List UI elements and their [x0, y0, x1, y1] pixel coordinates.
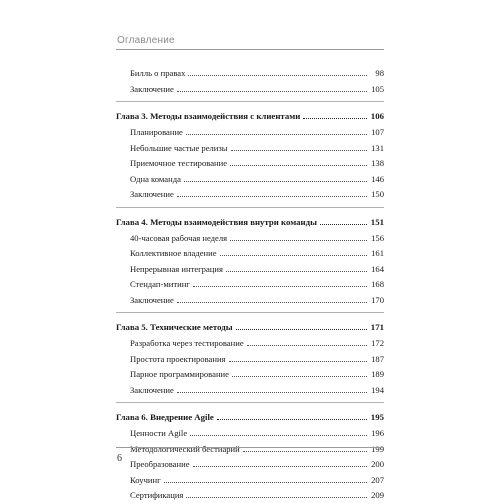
- toc-entry-page: 200: [371, 459, 384, 469]
- dot-leader: [177, 302, 367, 303]
- toc-entry: [116, 82, 384, 98]
- toc-entry-title: Планирование: [130, 127, 183, 137]
- dot-leader: [193, 466, 367, 467]
- toc-chapter-3: [116, 107, 384, 125]
- dot-leader: [177, 196, 367, 197]
- dot-leader: [184, 181, 367, 182]
- toc-entry-title: Преобразование: [130, 459, 190, 469]
- dot-leader: [220, 255, 367, 256]
- toc-entry: [116, 172, 384, 188]
- toc-entry-title: Одна команда: [130, 173, 181, 184]
- toc-entry-title: Заключение: [130, 189, 174, 199]
- toc-entry: [116, 336, 384, 352]
- separator-rule: [116, 101, 384, 102]
- toc-entry: [116, 473, 384, 489]
- toc-entry-title: Небольшие частые релизы: [130, 142, 228, 153]
- toc-entry-page: 172: [371, 338, 384, 348]
- toc-entry-title: Коллективное владение: [130, 248, 217, 258]
- toc-entry-title: Простота проектирования: [130, 353, 226, 364]
- toc-entry-title: Заключение: [130, 83, 174, 94]
- dot-leader: [230, 240, 367, 241]
- toc-entry-page: 164: [371, 263, 384, 274]
- toc-chapter-4: [116, 213, 384, 231]
- dot-leader: [303, 118, 367, 119]
- toc-entry: [116, 231, 384, 247]
- toc-entry-page: 170: [371, 294, 384, 305]
- toc-entry-title: Приемочное тестирование: [130, 158, 228, 168]
- chapter-title: Глава 5. Технические методы: [116, 322, 233, 332]
- separator-rule: [116, 402, 384, 403]
- toc-entry-title: Заключение: [130, 384, 174, 395]
- dot-leader: [177, 392, 367, 393]
- chapter-title: Глава 6. Внедрение Agile: [116, 412, 214, 422]
- toc-entry: [116, 383, 384, 399]
- toc-entry-page: 196: [371, 428, 384, 438]
- toc-entry-title: Заключение: [130, 294, 174, 305]
- toc-entry: [116, 277, 384, 293]
- toc-entry-page: 189: [371, 369, 384, 379]
- dot-leader: [232, 376, 367, 377]
- chapter-page: 106: [370, 111, 384, 121]
- dot-leader: [193, 286, 367, 287]
- toc-entry: [116, 442, 384, 458]
- toc-entry: [116, 352, 384, 368]
- chapter-page: 195: [370, 412, 384, 422]
- toc-entry-title: Билль о правах: [130, 68, 186, 78]
- dot-leader: [226, 271, 367, 272]
- dot-leader: [217, 419, 367, 420]
- dot-leader: [186, 497, 367, 498]
- running-head: Оглавление: [117, 35, 175, 46]
- toc-chapter-6: [116, 408, 384, 426]
- toc-entry-title: Разработка через тестирование: [130, 338, 244, 348]
- dot-leader: [320, 224, 367, 225]
- separator-rule: [116, 207, 384, 208]
- toc-entry-page: 156: [371, 232, 384, 243]
- chapter-title: Глава 4. Методы взаимодействия внутри команды: [116, 216, 317, 227]
- toc-entry-page: 207: [371, 474, 384, 485]
- toc-entry: [116, 156, 384, 172]
- dot-leader: [229, 361, 367, 362]
- toc-entry-title: Ценности Agile: [130, 428, 188, 438]
- dot-leader: [247, 345, 367, 346]
- dot-leader: [164, 482, 367, 483]
- toc-entry: [116, 246, 384, 262]
- toc-entry-title: Непрерывная интеграция: [130, 263, 223, 274]
- footer-rule: [116, 447, 384, 448]
- toc-entry-page: 98: [375, 68, 384, 78]
- toc-entry-page: 168: [371, 279, 384, 289]
- toc-entry: [116, 293, 384, 309]
- toc-entry: [116, 426, 384, 442]
- toc-entry-page: 138: [371, 158, 384, 168]
- toc-entry-page: 187: [371, 353, 384, 364]
- toc-entry: [116, 125, 384, 141]
- dot-leader: [236, 329, 367, 330]
- toc-entry: [116, 187, 384, 203]
- toc-entry-page: 161: [371, 248, 384, 258]
- toc-entry-page: 199: [371, 443, 384, 454]
- toc-chapter-5: [116, 318, 384, 336]
- toc-entry-title: Сертификация: [130, 490, 184, 500]
- table-of-contents: [116, 66, 384, 504]
- dot-leader: [190, 435, 367, 436]
- dot-leader: [188, 75, 367, 76]
- toc-entry: [116, 141, 384, 157]
- toc-entry-title: Парное программирование: [130, 369, 229, 379]
- toc-entry-page: 150: [371, 189, 384, 199]
- chapter-page: 151: [370, 216, 384, 227]
- toc-entry-page: 105: [371, 83, 384, 94]
- dot-leader: [177, 91, 367, 92]
- toc-entry: [116, 457, 384, 473]
- separator-rule: [116, 312, 384, 313]
- toc-entry-page: 209: [371, 490, 384, 500]
- header-rule: [116, 49, 384, 50]
- toc-entry: [116, 262, 384, 278]
- dot-leader: [231, 150, 367, 151]
- dot-leader: [230, 165, 367, 166]
- toc-entry-page: 131: [371, 142, 384, 153]
- toc-entry-title: Методологический бестиарий: [130, 443, 240, 454]
- toc-entry-title: 40-часовая рабочая неделя: [130, 232, 228, 243]
- dot-leader: [186, 134, 367, 135]
- dot-leader: [243, 451, 367, 452]
- toc-entry: [116, 367, 384, 383]
- toc-entry-page: 146: [371, 173, 384, 184]
- page-number: 6: [117, 453, 122, 464]
- toc-entry: [116, 66, 384, 82]
- toc-entry-title: Коучинг: [130, 474, 161, 485]
- toc-entry-page: 194: [371, 384, 384, 395]
- chapter-page: 171: [370, 322, 384, 332]
- chapter-title: Глава 3. Методы взаимодействия с клиентами: [116, 111, 301, 121]
- toc-entry-page: 107: [371, 127, 384, 137]
- toc-entry: [116, 488, 384, 504]
- toc-entry-title: Стендап-митинг: [130, 279, 190, 289]
